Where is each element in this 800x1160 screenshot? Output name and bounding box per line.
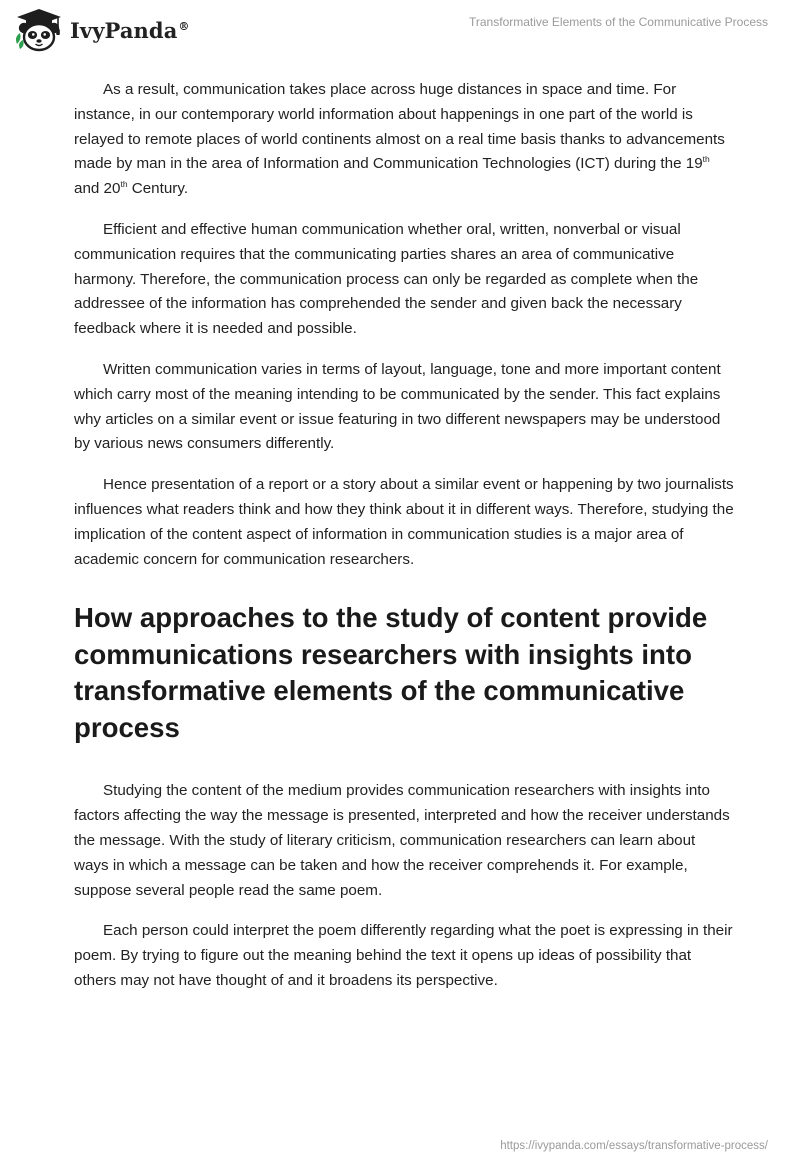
paragraph-2: Efficient and effective human communication whether oral, written, nonverbal or visual communication requires that the communicating parties shares an area of communicative harmony. Therefore, the communication process can only be regarded as complete when the addressee of the information has comprehended the sender and given back the necessary feedback where it is needed and possible. xyxy=(74,220,699,338)
section-heading: How approaches to the study of content provide communications researchers with insights into transformative elements of the communicative process xyxy=(74,602,708,743)
page-header xyxy=(0,0,800,60)
superscript-19th: th xyxy=(702,154,710,165)
superscript-20th: th xyxy=(120,179,128,190)
document-title: Transformative Elements of the Communicative Process xyxy=(469,15,768,29)
paragraph-1: As a result, communication takes place across huge distances in space and time. For instance, in our contemporary world information about happenings in one part of the world is relayed to remote places of world continents almost on a real time basis thanks to advancements made by man in the area of Information and Communication Technologies (ICT) during the 19th and 20th Century. xyxy=(74,81,725,198)
panda-graduate-icon xyxy=(14,8,64,52)
ivypanda-logo[interactable] xyxy=(14,8,190,52)
article-body xyxy=(74,78,734,1010)
registered-mark: ® xyxy=(178,19,190,33)
paragraph-6: Each person could interpret the poem differently regarding what the poet is expressing in their poem. By trying to figure out the meaning behind the text it opens up ideas of possibility that others may not have thought of and it broadens its perspective. xyxy=(74,922,733,989)
paragraph-5: Studying the content of the medium provides communication researchers with insights into factors affecting the way the message is presented, interpreted and how the receiver understands the message. With the study of literary criticism, communication researchers can learn about ways in which a message can be taken and how the receiver comprehends it. For example, suppose several people read the same poem. xyxy=(74,782,730,899)
source-url[interactable]: https://ivypanda.com/essays/transformative-process/ xyxy=(500,1140,768,1152)
paragraph-4: Hence presentation of a report or a story about a similar event or happening by two journalists influences what readers think and how they think about it in different ways. Therefore, studying the implication of the content aspect of information in communication studies is a major area of academic concern for communication researchers. xyxy=(74,476,734,568)
brand-name: IvyPanda® xyxy=(70,17,190,43)
paragraph-3: Written communication varies in terms of layout, language, tone and more important content which carry most of the meaning intending to be communicated by the sender. This fact explains why articles on a similar event or issue featuring in two different newspapers may be understood by various news consumers differently. xyxy=(74,360,721,453)
